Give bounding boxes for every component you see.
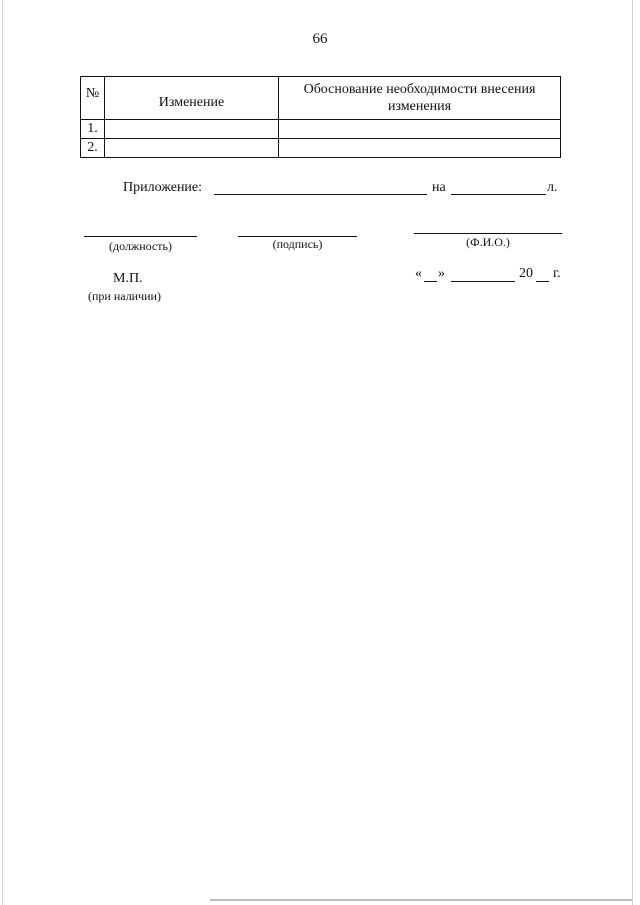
- page-edge-right: [632, 0, 633, 905]
- stamp-note: (при наличии): [88, 289, 161, 303]
- date-close-quote: »: [438, 266, 445, 281]
- header-number: №: [81, 77, 105, 120]
- year-prefix: 20: [519, 266, 533, 281]
- name-field[interactable]: [414, 233, 562, 234]
- stamp-label: М.П.: [113, 271, 143, 286]
- sheets-suffix: л.: [547, 180, 558, 195]
- position-field[interactable]: [84, 236, 197, 237]
- position-caption: (должность): [109, 239, 172, 253]
- month-field[interactable]: [451, 281, 515, 282]
- table-row: [81, 120, 561, 139]
- row-justification-cell[interactable]: [279, 139, 561, 158]
- row-justification-cell[interactable]: [279, 120, 561, 139]
- name-caption: (Ф.И.О.): [466, 235, 510, 249]
- header-justification: Обоснование необходимости внесения изменения: [279, 77, 561, 120]
- sheets-count-field[interactable]: [451, 194, 546, 195]
- row-change-cell[interactable]: [105, 139, 279, 158]
- changes-table: [80, 76, 561, 158]
- page-edge-left: [2, 0, 3, 905]
- signature-caption: (подпись): [272, 237, 323, 251]
- row-number-cell: 1.: [81, 120, 105, 139]
- row-change-cell[interactable]: [105, 120, 279, 139]
- day-field[interactable]: [424, 281, 437, 282]
- page-number: 66: [312, 31, 328, 47]
- year-field[interactable]: [536, 281, 549, 282]
- row-number-cell: 2.: [81, 139, 105, 158]
- page-edge-bottom: [210, 899, 632, 901]
- table-header-row: [81, 77, 561, 120]
- appendix-on-label: на: [432, 180, 446, 195]
- date-open-quote: «: [415, 266, 422, 281]
- year-suffix: г.: [553, 266, 561, 281]
- appendix-field[interactable]: [214, 194, 427, 195]
- appendix-label: Приложение:: [123, 180, 203, 195]
- header-change: Изменение: [105, 77, 279, 120]
- table-row: [81, 139, 561, 158]
